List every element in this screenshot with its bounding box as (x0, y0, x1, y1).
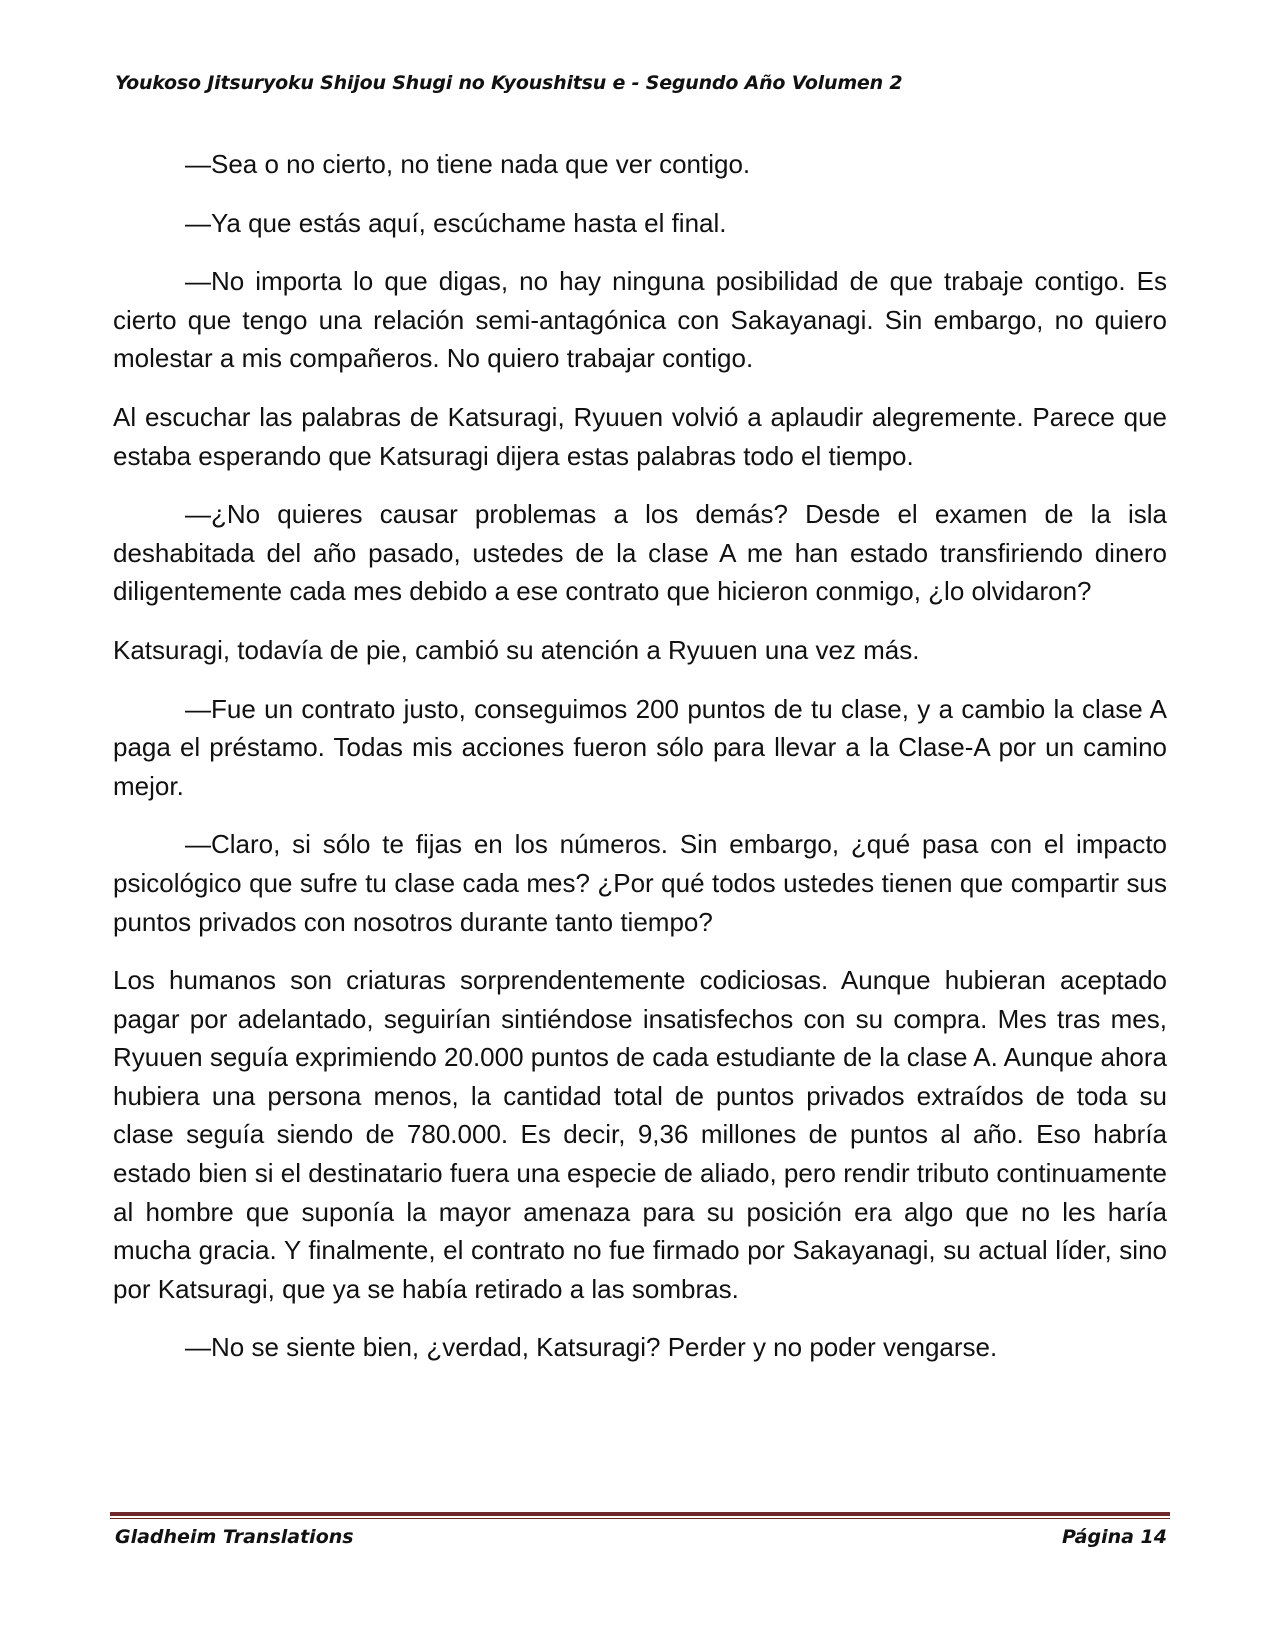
footer-credit: Gladheim Translations (115, 1526, 354, 1548)
footer-divider (110, 1512, 1170, 1519)
page-number: Página 14 (1061, 1526, 1167, 1548)
dialogue-paragraph: —Ya que estás aquí, escúchame hasta el final. (185, 207, 727, 238)
dialogue-paragraph: —Fue un contrato justo, conseguimos 200 puntos de tu clase, y a cambio la clase A paga el préstamo. Todas mis acciones fueron sólo para llevar a la Clase-A por un camino mejor. (113, 693, 1167, 801)
dialogue-paragraph: —No importa lo que digas, no hay ninguna posibilidad de que trabaje contigo. Es cierto que tengo una relación semi-antagónica con Sakayanagi. Sin embargo, no quiero molestar a mis compañeros. No quiero trabajar contigo. (113, 266, 1167, 374)
page-footer (115, 1526, 1167, 1548)
footer-divider-thin (110, 1518, 1170, 1519)
dialogue-paragraph: —No se siente bien, ¿verdad, Katsuragi? Perder y no poder vengarse. (185, 1332, 998, 1363)
running-header: Youkoso Jitsuryoku Shijou Shugi no Kyoushitsu e - Segundo Año Volumen 2 (115, 72, 903, 94)
narration-paragraph: Al escuchar las palabras de Katsuragi, Ryuuen volvió a aplaudir alegremente. Parece que estaba esperando que Katsuragi dijera estas palabras todo el tiempo. (113, 401, 1167, 471)
page-body (113, 145, 1167, 1387)
dialogue-paragraph: —Claro, si sólo te fijas en los números. Sin embargo, ¿qué pasa con el impacto psicológico que sufre tu clase cada mes? ¿Por qué todos ustedes tienen que compartir sus puntos privados con nosotros durante tanto tiempo? (113, 829, 1167, 937)
narration-paragraph: Katsuragi, todavía de pie, cambió su atención a Ryuuen una vez más. (113, 634, 920, 665)
dialogue-paragraph: —¿No quieres causar problemas a los demás? Desde el examen de la isla deshabitada del año pasado, ustedes de la clase A me han estado transfiriendo dinero diligentemente cada mes debido a ese contrato que hicieron conmigo, ¿lo olvidaron? (113, 499, 1167, 607)
dialogue-paragraph: —Sea o no cierto, no tiene nada que ver contigo. (185, 149, 751, 179)
narration-paragraph: Los humanos son criaturas sorprendentemente codiciosas. Aunque hubieran aceptado pagar por adelantado, seguirían sintiéndose insatisfechos con su compra. Mes tras mes, Ryuuen seguía exprimiendo 20.000 puntos de cada estudiante de la clase A. Aunque ahora hubiera una persona menos, la cantidad total de puntos privados extraídos de toda su clase seguía siendo de 780.000. Es decir, 9,36 millones de puntos al año. Eso habría estado bien si el destinatario fuera una especie de aliado, pero rendir tributo continuamente al hombre que suponía la mayor amenaza para su posición era algo que no les haría mucha gracia. Y finalmente, el contrato no fue firmado por Sakayanagi, su actual líder, sino por Katsuragi, que ya se había retirado a las sombras. (113, 965, 1167, 1304)
